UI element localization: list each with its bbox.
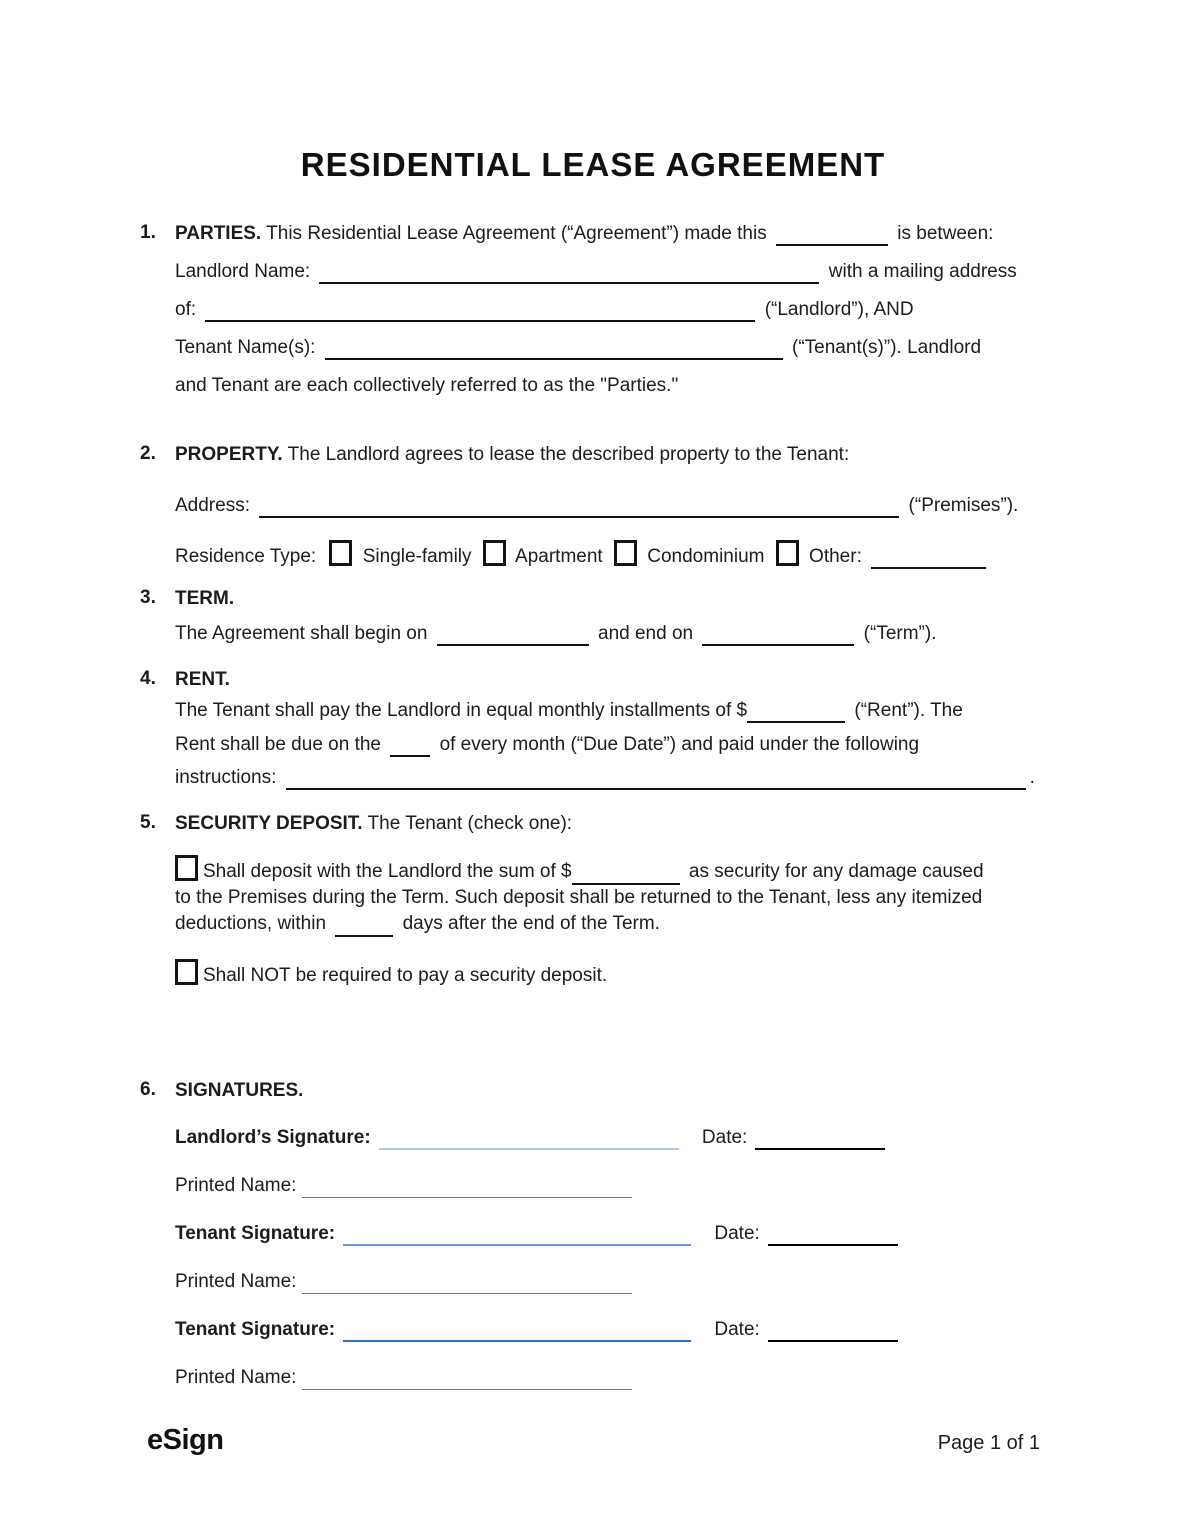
term-begin-text: The Agreement shall begin on	[175, 623, 428, 644]
payment-instructions-field[interactable]	[286, 767, 1026, 790]
section-heading: RENT.	[175, 669, 230, 690]
property-intro-text: The Landlord agrees to lease the described property to the Tenant:	[287, 444, 850, 465]
deposit-option-2	[175, 959, 1056, 986]
tenant-printed-name-field[interactable]	[302, 1272, 632, 1294]
deposit-amount-field[interactable]	[572, 862, 680, 885]
sec-term	[140, 587, 1056, 646]
other-residence-field[interactable]	[871, 546, 986, 569]
rent-line-1	[175, 699, 1056, 723]
no-deposit-text: Shall NOT be required to pay a security deposit.	[203, 965, 608, 986]
deposit-text-1: Shall deposit with the Landlord the sum of $	[203, 861, 572, 882]
property-heading-line	[175, 443, 1056, 467]
sec-signatures	[140, 1079, 1056, 1390]
deposit-option-1-line-1	[175, 855, 1056, 885]
sec-rent	[140, 668, 1056, 790]
rent-line-2	[175, 733, 1056, 757]
parties-line-1	[175, 222, 1056, 246]
landlord-address-field[interactable]	[205, 299, 755, 322]
condominium-label: Condominium	[647, 546, 765, 567]
apartment-label: Apartment	[515, 546, 603, 567]
landlord-ref-text: (“Landlord”), AND	[764, 299, 914, 320]
tenant2-signature-row	[175, 1318, 1056, 1342]
deposit-text-3: to the Premises during the Term. Such deposit shall be returned to the Tenant, less any itemized	[175, 887, 983, 908]
date-label: Date:	[714, 1223, 760, 1244]
tenant-signature-label: Tenant Signature:	[175, 1223, 336, 1244]
tenant2-signature-date-field[interactable]	[768, 1319, 898, 1342]
parties-line-3	[175, 298, 1056, 322]
sec-security-deposit	[140, 812, 1056, 986]
page-title: RESIDENTIAL LEASE AGREEMENT	[300, 146, 886, 183]
printed-name-label: Printed Name:	[175, 1367, 297, 1388]
term-dates-line	[175, 622, 1056, 646]
checkbox-shall-deposit[interactable]	[175, 855, 198, 881]
section-heading: PROPERTY.	[175, 444, 283, 465]
deposit-text-2: as security for any damage caused	[688, 861, 984, 882]
landlord-signature-date-field[interactable]	[755, 1127, 885, 1150]
checkbox-single-family[interactable]	[329, 540, 352, 566]
esign-logo: eSign	[147, 1424, 224, 1456]
parties-line-2	[175, 260, 1056, 284]
section-number: 6.	[140, 1079, 156, 1100]
property-address-line	[175, 494, 1056, 518]
residence-type-line	[175, 540, 1056, 567]
page-number: Page 1 of 1	[937, 1432, 1040, 1454]
term-end-text: and end on	[598, 623, 694, 644]
section-number: 4.	[140, 668, 156, 689]
parties-collective-text: and Tenant are each collectively referred to as the "Parties."	[175, 375, 679, 396]
of-label: of:	[175, 299, 197, 320]
parties-line-5	[175, 374, 1056, 398]
rent-line-3	[175, 766, 1056, 790]
section-heading: SECURITY DEPOSIT.	[175, 813, 363, 834]
sec-property	[140, 443, 1056, 567]
section-heading: SIGNATURES.	[175, 1080, 304, 1101]
section-number: 2.	[140, 443, 156, 464]
deposit-text-5: days after the end of the Term.	[402, 913, 660, 934]
checkbox-condominium[interactable]	[614, 540, 637, 566]
deposit-intro-text: The Tenant (check one):	[367, 813, 573, 834]
landlord-name-field[interactable]	[319, 261, 819, 284]
tenant-ref-text: (“Tenant(s)”). Landlord	[792, 337, 982, 358]
deposit-option-1-line-2	[175, 885, 1056, 911]
rent-amount-field[interactable]	[747, 700, 845, 723]
tenant2-signature-field[interactable]	[343, 1319, 691, 1342]
tenant-signature-date-field[interactable]	[768, 1223, 898, 1246]
address-label: Address:	[175, 495, 250, 516]
section-heading: PARTIES.	[175, 223, 262, 244]
landlord-name-label: Landlord Name:	[175, 261, 311, 282]
rent-text-1: The Tenant shall pay the Landlord in equal monthly installments of $	[175, 700, 748, 721]
parties-intro-text: This Residential Lease Agreement (“Agreement”) made this	[266, 223, 767, 244]
tenant-names-field[interactable]	[325, 337, 783, 360]
deposit-heading-line	[175, 812, 1056, 836]
tenant-signature-label: Tenant Signature:	[175, 1319, 336, 1340]
single-family-label: Single-family	[362, 546, 472, 567]
rent-text-2: (“Rent”). The	[854, 700, 963, 721]
agreement-date-field[interactable]	[776, 223, 888, 246]
deposit-option-1-line-3	[175, 911, 1056, 937]
section-heading: TERM.	[175, 588, 235, 609]
mailing-address-text: with a mailing address	[828, 261, 1017, 282]
landlord-signature-field[interactable]	[379, 1127, 679, 1150]
deposit-option-1	[175, 855, 1056, 937]
landlord-signature-label: Landlord’s Signature:	[175, 1127, 371, 1148]
section-number: 5.	[140, 812, 156, 833]
signatures-heading-line	[175, 1079, 1056, 1103]
section-number: 3.	[140, 587, 156, 608]
tenant2-printed-name-field[interactable]	[302, 1368, 632, 1390]
parties-is-between-text: is between:	[897, 223, 994, 244]
landlord-signature-row	[175, 1126, 1056, 1150]
other-label: Other:	[809, 546, 862, 567]
checkbox-other[interactable]	[776, 540, 799, 566]
term-ref-text: (“Term”).	[863, 623, 937, 644]
rent-due-day-field[interactable]	[390, 734, 430, 757]
premises-ref-text: (“Premises”).	[908, 495, 1019, 516]
tenant-names-label: Tenant Name(s):	[175, 337, 316, 358]
rent-period-text: .	[1029, 767, 1035, 788]
rent-heading-line	[175, 668, 1056, 692]
checkbox-no-deposit[interactable]	[175, 959, 198, 985]
date-label: Date:	[701, 1127, 748, 1148]
page-footer	[147, 1424, 1040, 1457]
landlord-printed-name-field[interactable]	[302, 1176, 632, 1198]
premises-address-field[interactable]	[259, 495, 899, 518]
deposit-return-days-field[interactable]	[335, 914, 393, 937]
deposit-text-4: deductions, within	[175, 913, 327, 934]
rent-text-3: Rent shall be due on the	[175, 734, 381, 755]
section-number: 1.	[140, 222, 156, 243]
term-heading-line	[175, 587, 1056, 611]
residence-type-label: Residence Type:	[175, 546, 317, 567]
term-end-date-field[interactable]	[702, 623, 854, 646]
instructions-label: instructions:	[175, 767, 277, 788]
printed-name-label: Printed Name:	[175, 1175, 297, 1196]
document-body	[140, 222, 1056, 1390]
tenant-signature-field[interactable]	[343, 1223, 691, 1246]
tenant-printed-name-row	[175, 1270, 1056, 1294]
sec-parties	[140, 222, 1056, 398]
date-label: Date:	[714, 1319, 760, 1340]
rent-text-4: of every month (“Due Date”) and paid under the following	[439, 734, 920, 755]
checkbox-apartment[interactable]	[483, 540, 506, 566]
tenant2-printed-name-row	[175, 1366, 1056, 1390]
printed-name-label: Printed Name:	[175, 1271, 297, 1292]
tenant-signature-row	[175, 1222, 1056, 1246]
landlord-printed-name-row	[175, 1174, 1056, 1198]
term-start-date-field[interactable]	[437, 623, 589, 646]
parties-line-4	[175, 336, 1056, 360]
